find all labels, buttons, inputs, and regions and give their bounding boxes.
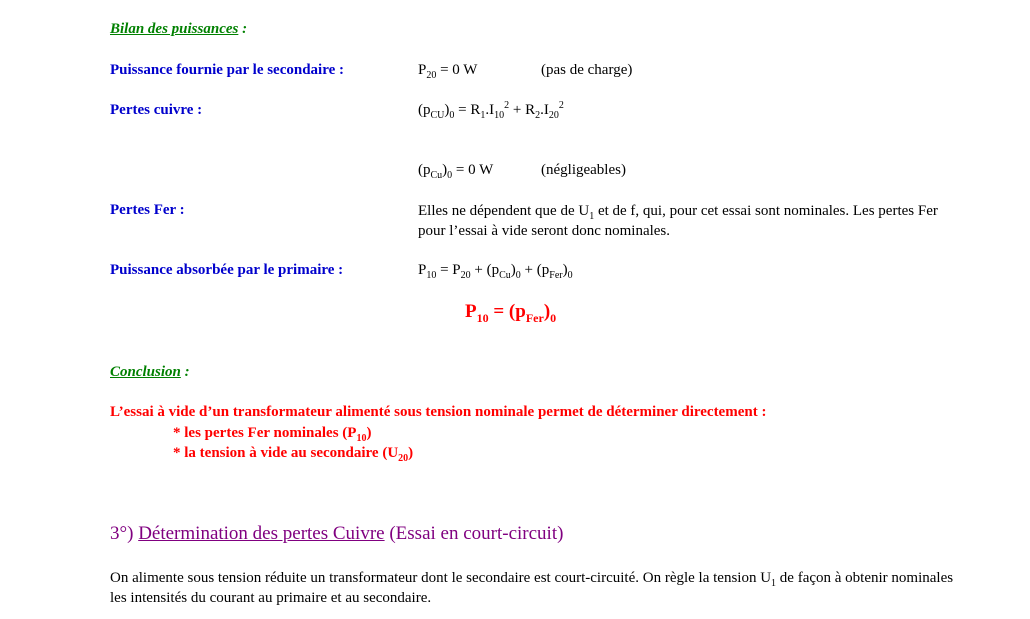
note-negligeables: (négligeables) [541, 162, 626, 178]
conclusion-item-tension-vide: * la tension à vide au secondaire $(U_{20})$ [173, 445, 414, 464]
label-pertes-fer: Pertes Fer : [110, 202, 185, 218]
section3-heading: 3°) Détermination des pertes Cuivre (Essai en court-circuit) [110, 523, 564, 544]
label-puissance-secondaire: Puissance fournie par le secondaire : [110, 62, 345, 78]
section3-paragraph: On alimente sous tension réduite un transformateur dont le secondaire est court-circuité. On règle la tension $U_1$ de façon à obtenir nominales les intensités du courant au primaire et au secondaire. [110, 570, 954, 606]
conclusion-item-pertes-fer: * les pertes Fer nominales $(P_{10})$ [173, 425, 372, 444]
text-pertes-fer: Elles ne dépendent que de $U_1$ et de f, qui, pour cet essai sont nominales. Les pertes Fer pour l’essai à vide seront donc nominales. [418, 203, 938, 239]
conclusion-title: Conclusion [110, 364, 181, 380]
bilan-title: Bilan des puissances [110, 21, 239, 37]
section3-title: Détermination des pertes Cuivre [138, 523, 385, 544]
formula-pcu-zero: $(p_{Cu})_0 = 0$ W [418, 162, 494, 181]
formula-pcu-general: $(p_{CU})_0 = R_1.I_{10}^2 + R_2.I_{20}^2$ [418, 100, 564, 121]
note-pas-de-charge: (pas de charge) [541, 62, 633, 78]
formula-p10: $P_{10} = P_{20} + (p_{Cu})_0 + (p_{Fer})_0$ [418, 262, 573, 281]
conclusion-intro: L’essai à vide d’un transformateur alimenté sous tension nominale permet de déterminer directement : [110, 404, 767, 420]
result-formula: $P_{10} = (p_{Fer})_0$ [465, 301, 557, 325]
conclusion-heading: Conclusion : [110, 364, 190, 380]
label-puissance-primaire: Puissance absorbée par le primaire : [110, 262, 344, 278]
label-pertes-cuivre: Pertes cuivre : [110, 102, 203, 118]
bilan-heading: Bilan des puissances : [110, 21, 248, 37]
formula-p20: $P_{20} = 0$ W [418, 62, 478, 81]
